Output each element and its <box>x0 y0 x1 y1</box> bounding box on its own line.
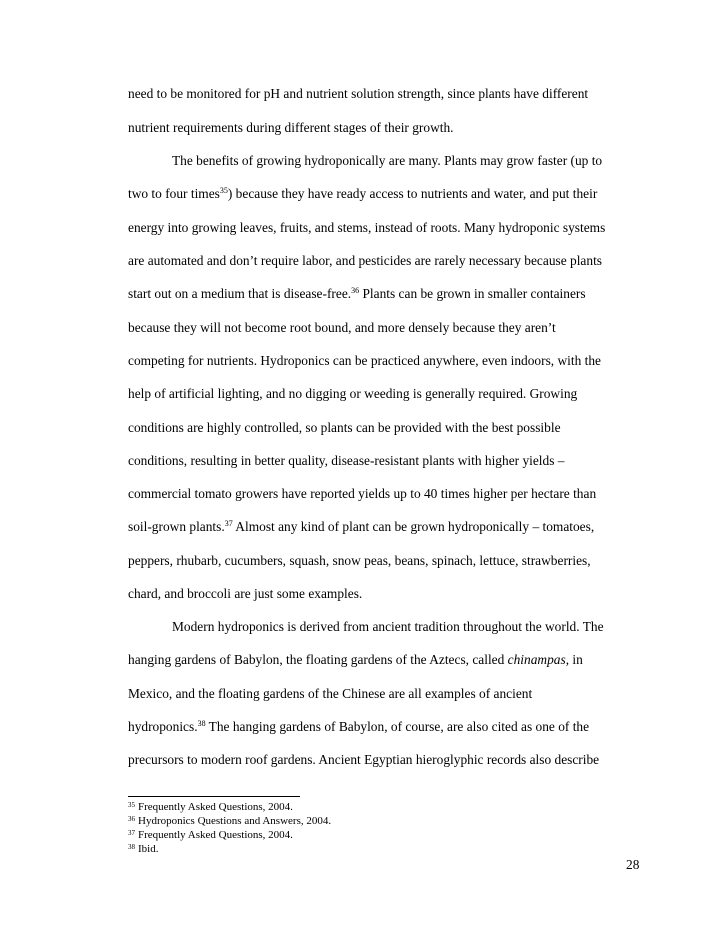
body-line-20: hydroponics.$^{38}$ The hanging gardens of Babylon, of course, are also cited as one of the <box>128 719 590 734</box>
footnote-ref-35: 35 <box>219 186 228 195</box>
footnote-37: $^{37}$ Frequently Asked Questions, 2004. <box>128 829 293 841</box>
body-line-17: Modern hydroponics is derived from ancient tradition throughout the world. The <box>172 619 604 634</box>
body-line-19: Mexico, and the floating gardens of the Chinese are all examples of ancient <box>128 686 533 701</box>
footnote-35: $^{35}$ Frequently Asked Questions, 2004. <box>128 801 293 813</box>
footnote-38: $^{38}$ Ibid. <box>128 843 159 855</box>
footnote-separator <box>128 796 300 797</box>
body-line-8: because they will not become root bound, and more densely because they aren’t <box>128 320 556 335</box>
body-line-12: conditions, resulting in better quality, disease-resistant plants with higher yields – <box>128 453 565 468</box>
body-line-13: commercial tomato growers have reported yields up to 40 times higher per hectare than <box>128 486 597 501</box>
body-line-14: soil-grown plants.$^{37}$ Almost any kind of plant can be grown hydroponically – tomatoes, <box>128 519 595 534</box>
body-line-6: are automated and don’t require labor, and pesticides are rarely necessary because plants <box>128 253 603 268</box>
body-line-11: conditions are highly controlled, so plants can be provided with the best possible <box>128 420 561 435</box>
body-line-1: need to be monitored for pH and nutrient solution strength, since plants have different <box>128 86 589 101</box>
body-line-15: peppers, rhubarb, cucumbers, squash, snow peas, beans, spinach, lettuce, strawberries, <box>128 553 591 568</box>
body-line-3: The benefits of growing hydroponically are many. Plants may grow faster (up to <box>172 153 603 168</box>
footnote-36: $^{36}$ Hydroponics Questions and Answers, 2004. <box>128 815 332 827</box>
italic-term: chinampas <box>507 652 566 667</box>
body-line-2: nutrient requirements during different stages of their growth. <box>128 120 454 135</box>
body-line-5: energy into growing leaves, fruits, and stems, instead of roots. Many hydroponic systems <box>128 220 606 235</box>
footnote-ref-37: 37 <box>224 519 233 528</box>
body-line-7: start out on a medium that is disease-free.$^{36}$ Plants can be grown in smaller containers <box>128 286 586 301</box>
body-line-9: competing for nutrients. Hydroponics can be practiced anywhere, even indoors, with the <box>128 353 601 368</box>
body-line-4: two to four times$^{35}$) because they have ready access to nutrients and water, and put their <box>128 186 598 201</box>
body-line-16: chard, and broccoli are just some examples. <box>128 586 363 601</box>
body-line-18: hanging gardens of Babylon, the floating gardens of the Aztecs, called chinampas, in <box>128 652 583 667</box>
body-line-21: precursors to modern roof gardens. Ancient Egyptian hieroglyphic records also describe <box>128 752 600 767</box>
body-line-10: help of artificial lighting, and no digging or weeding is generally required. Growing <box>128 386 578 401</box>
footnote-ref-38: 38 <box>197 719 206 728</box>
footnote-ref-36: 36 <box>351 286 360 295</box>
page-number: 28 <box>626 857 640 872</box>
